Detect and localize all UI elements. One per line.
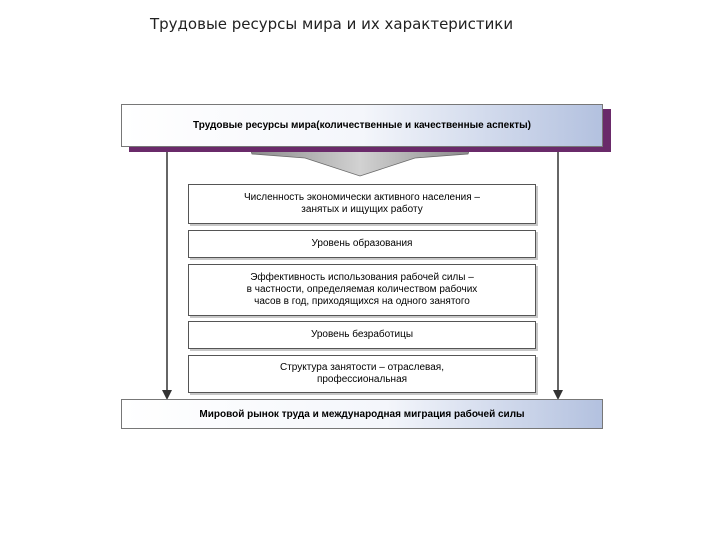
factor-education xyxy=(188,230,536,258)
target-box xyxy=(121,399,603,429)
factor-text-line: Эффективность использования рабочей силы – xyxy=(250,272,474,283)
factor-text-line: Численность экономически активного населения – xyxy=(244,192,480,203)
funnel-arrow-icon xyxy=(250,148,470,178)
source-box-title: Трудовые ресурсы мира xyxy=(193,120,317,131)
factor-labor-force xyxy=(188,184,536,224)
right-arrow-icon xyxy=(552,146,564,402)
factor-text-line: занятых и ищущих работу xyxy=(301,204,423,215)
source-box xyxy=(121,104,603,147)
factor-text-line: Уровень безработицы xyxy=(310,329,414,340)
factor-text-line: часов в год, приходящихся на одного занятого xyxy=(254,296,470,307)
slide-title: Трудовые ресурсы мира и их характеристики xyxy=(150,15,514,33)
factor-text-line: в частности, определяемая количеством рабочих xyxy=(246,284,478,295)
factor-unemployment xyxy=(188,321,536,349)
target-box-label: Мировой рынок труда и международная миграция рабочей силы xyxy=(199,408,525,420)
factor-text-line: Структура занятости – отраслевая, xyxy=(279,362,444,373)
factor-text-line: профессиональная xyxy=(316,374,408,385)
factor-employment-structure xyxy=(188,355,536,393)
source-box-subtitle: (количественные и качественные аспекты) xyxy=(316,120,531,131)
factor-efficiency xyxy=(188,264,536,316)
factor-text-line: Уровень образования xyxy=(311,238,413,249)
left-arrow-icon xyxy=(161,146,173,402)
